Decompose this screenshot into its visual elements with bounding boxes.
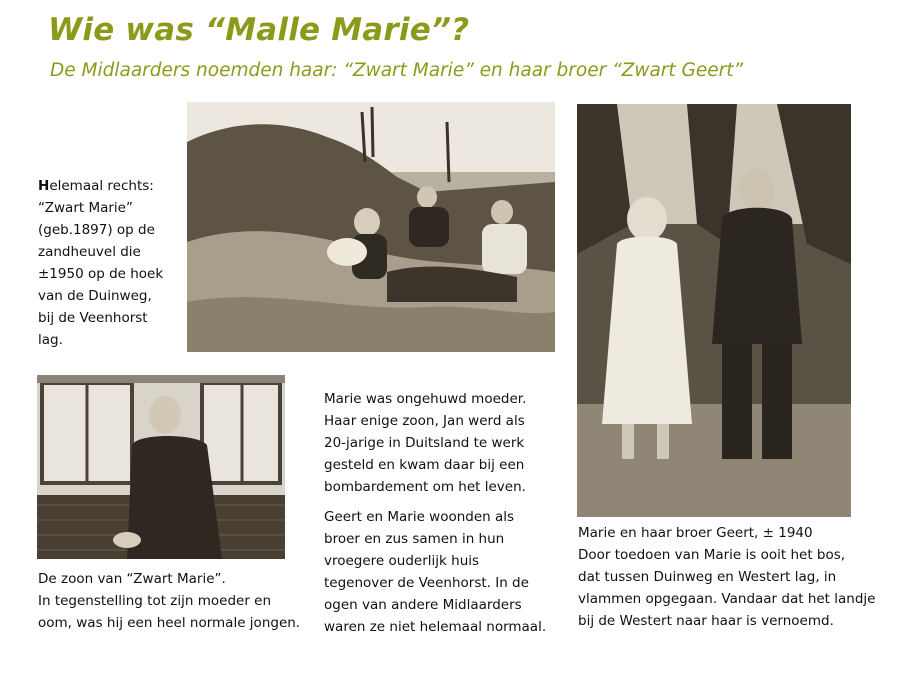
caption-dropcap: H [38, 178, 50, 194]
caption-sand-hill [38, 175, 183, 351]
text-line: waren ze niet helemaal normaal. [324, 619, 547, 635]
text-line: vroegere ouderlijk huis [324, 553, 480, 569]
paragraph-house [324, 506, 569, 638]
text-line: Haar enige zoon, Jan werd als [324, 413, 525, 429]
text-line: In tegenstelling tot zijn moeder en [38, 593, 272, 609]
text-line: broer en zus samen in hun [324, 531, 505, 547]
text-line: ogen van andere Midlaarders [324, 597, 522, 613]
text-line: Door toedoen van Marie is ooit het bos, [578, 547, 846, 563]
caption-son [38, 568, 313, 634]
page-subtitle: De Midlaarders noemden haar: “Zwart Marie” en haar broer “Zwart Geert” [50, 60, 744, 81]
text-line: tegenover de Veenhorst. In de [324, 575, 529, 591]
text-line: vlammen opgegaan. Vandaar dat het landje [578, 591, 876, 607]
text-line: dat tussen Duinweg en Westert lag, in [578, 569, 837, 585]
text-line: bij de Westert naar haar is vernoemd. [578, 613, 834, 629]
caption-marie-geert [578, 522, 896, 632]
text-line: oom, was hij een heel normale jongen. [38, 615, 301, 631]
caption-line: zandheuvel die [38, 244, 141, 260]
text-line: bombardement om het leven. [324, 479, 526, 495]
photo-sand-hill-group [187, 102, 555, 352]
text-line: gesteld en kwam daar bij een [324, 457, 525, 473]
caption-line: ±1950 op de hoek [38, 266, 164, 282]
caption-line: elemaal rechts: [49, 178, 154, 194]
caption-line: (geb.1897) op de [38, 222, 155, 238]
page-title: Wie was “Malle Marie”? [48, 12, 470, 48]
text-line: De zoon van “Zwart Marie”. [38, 571, 226, 587]
text-line: Marie en haar broer Geert, ± 1940 [578, 525, 813, 541]
paragraph-son [324, 388, 569, 498]
text-line: Marie was ongehuwd moeder. [324, 391, 527, 407]
caption-marie-story [324, 388, 569, 646]
caption-line: van de Duinweg, [38, 288, 152, 304]
caption-line: lag. [38, 332, 63, 348]
photo-son-jan [37, 375, 285, 559]
caption-line: bij de Veenhorst [38, 310, 148, 326]
text-line: Geert en Marie woonden als [324, 509, 515, 525]
text-line: 20-jarige in Duitsland te werk [324, 435, 525, 451]
photo-marie-and-geert [577, 104, 851, 517]
caption-line: “Zwart Marie” [38, 200, 133, 216]
